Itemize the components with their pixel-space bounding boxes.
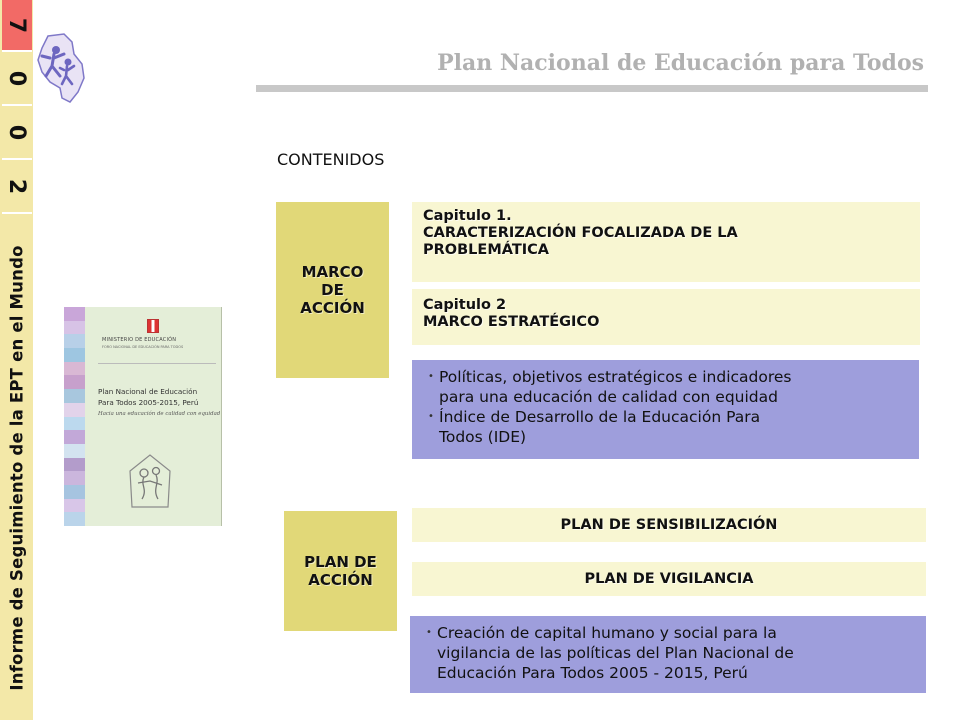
book-title-line1: Plan Nacional de Educación: [98, 387, 198, 396]
book-forum: FORO NACIONAL DE EDUCACIÓN PARA TODOS: [102, 345, 184, 349]
book-ministry: MINISTERIO DE EDUCACIÓN: [102, 337, 177, 343]
book-strip-cell: [64, 307, 85, 321]
book-strip-cell: [64, 485, 85, 499]
chapter-1-title: Capitulo 1.: [423, 208, 512, 224]
book-rule: [98, 363, 216, 364]
chapter-2-panel: [412, 289, 920, 345]
book-strip-cell: [64, 512, 85, 526]
marco-de-accion-label: MARCO DE ACCIÓN: [276, 202, 389, 378]
book-title-line2: Para Todos 2005-2015, Perú: [98, 398, 199, 407]
book-strip-cell: [64, 444, 85, 458]
book-cover-image: [64, 307, 222, 526]
book-strip-cell: [64, 375, 85, 389]
chapter-1-line2: PROBLEMÁTICA: [423, 242, 549, 258]
header-rule: [256, 85, 928, 92]
plan-de-accion-label: PLAN DE ACCIÓN: [284, 511, 397, 631]
chapter-2-line1: MARCO ESTRATÉGICO: [423, 314, 600, 330]
contents-title: CONTENIDOS: [277, 150, 385, 169]
bullet-item-ide: • Índice de Desarrollo de la Educación Para Todos (IDE): [416, 407, 913, 447]
chapter-1-line1: CARACTERIZACIÓN FOCALIZADA DE LA: [423, 225, 738, 241]
book-cover-strip: [64, 307, 85, 526]
book-strip-cell: [64, 348, 85, 362]
book-strip-cell: [64, 403, 85, 417]
book-strip-cell: [64, 430, 85, 444]
year-digit-7: 7: [2, 0, 32, 52]
year-digit-2: 2: [2, 160, 32, 214]
plan-sensibilizacion-label: PLAN DE SENSIBILIZACIÓN: [560, 516, 778, 533]
side-band-title: Informe de Seguimiento de la EPT en el Mundo: [7, 245, 27, 691]
book-strip-cell: [64, 471, 85, 485]
peru-crest-icon: [147, 319, 159, 333]
book-strip-cell: [64, 499, 85, 513]
page-title: Plan Nacional de Educación para Todos: [437, 50, 924, 76]
book-strip-cell: [64, 334, 85, 348]
book-strip-cell: [64, 458, 85, 472]
marco-bullets-box: [412, 360, 919, 459]
bullet-item-capital-humano: • Creación de capital humano y social para la vigilancia de las políticas del Plan Nacional de Educación Para Todos 2005 - 2015, Perú: [414, 623, 920, 683]
book-strip-cell: [64, 362, 85, 376]
book-subtitle: Hacia una educación de calidad con equidad: [98, 411, 221, 417]
book-strip-cell: [64, 389, 85, 403]
plan-vigilancia-panel: [412, 562, 926, 596]
peru-map-logo-icon: [34, 32, 88, 104]
plan-vigilancia-label: PLAN DE VIGILANCIA: [584, 570, 754, 587]
bullet-item-politicas: • Políticas, objetivos estratégicos e indicadores para una educación de calidad con equidad: [416, 367, 913, 407]
chapter-2-title: Capitulo 2: [423, 297, 507, 313]
chapter-1-panel: [412, 202, 920, 282]
year-digit-0b: 0: [2, 106, 32, 160]
book-strip-cell: [64, 321, 85, 335]
people-figure-icon: [122, 451, 178, 511]
plan-sensibilizacion-panel: [412, 508, 926, 542]
plan-bullet-box: [410, 616, 926, 693]
year-digit-0a: 0: [2, 52, 32, 106]
book-strip-cell: [64, 417, 85, 431]
